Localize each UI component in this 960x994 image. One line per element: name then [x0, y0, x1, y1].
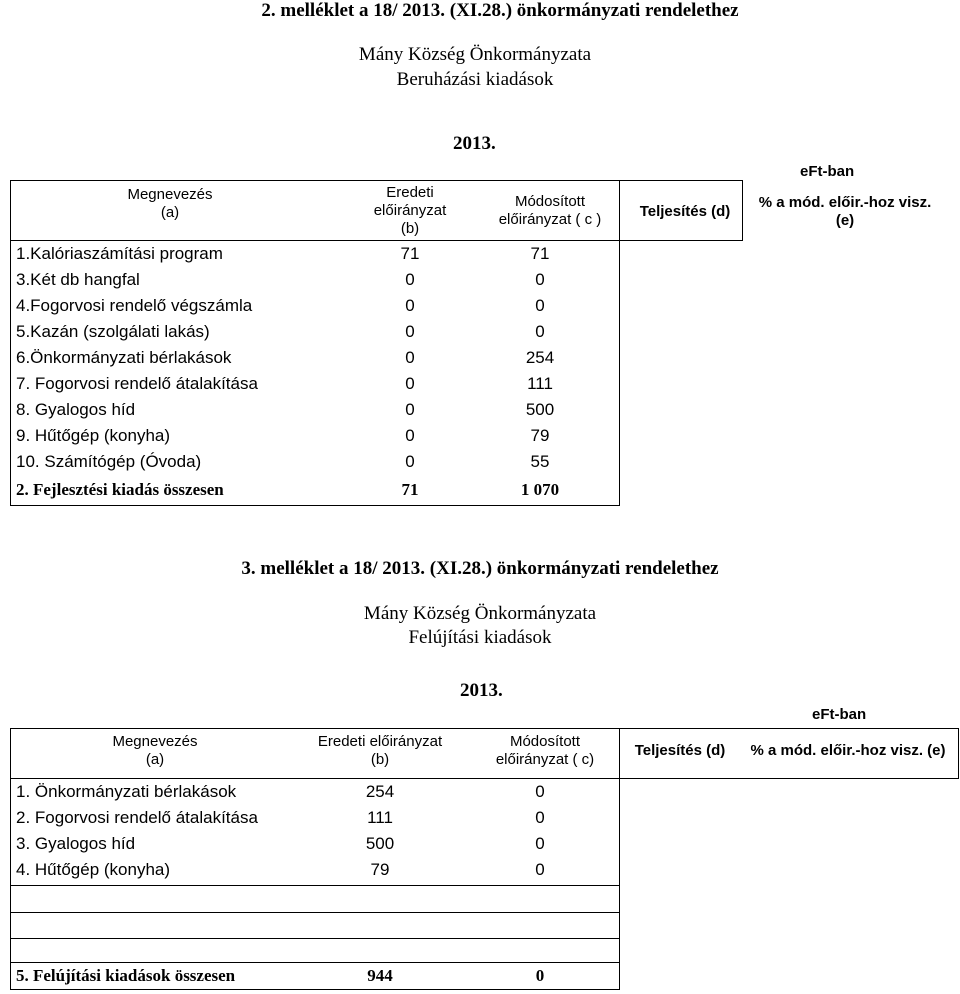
col-header-percent: % a mód. előir.-hoz visz. (e): [750, 742, 946, 759]
total-original: 944: [367, 966, 393, 985]
col-header-performance: Teljesítés (d): [634, 742, 726, 759]
total-name: 2. Fejlesztési kiadás összesen: [16, 480, 224, 499]
row-name: 4. Hűtőgép (konyha): [16, 860, 171, 879]
row-original: 79: [370, 860, 390, 879]
row-original: 0: [405, 322, 415, 341]
total-modified: 0: [535, 966, 545, 985]
year-label: 2013.: [453, 133, 496, 154]
row-original: 0: [405, 400, 415, 419]
row-original: 254: [365, 782, 395, 801]
col-header-modified: Módosított előirányzat ( c ): [498, 193, 602, 228]
row-modified: 79: [530, 426, 550, 445]
row-name: 1.Kalóriaszámítási program: [16, 244, 223, 263]
col-header-original: Eredeti előirányzat (b): [317, 733, 443, 768]
row-original: 0: [405, 296, 415, 315]
row-modified: 0: [535, 296, 545, 315]
col-header-name: Megnevezés (a): [127, 186, 213, 221]
row-modified: 0: [535, 808, 545, 827]
col-header-performance: Teljesítés (d): [639, 203, 731, 220]
row-modified: 0: [535, 322, 545, 341]
unit-label: eFt-ban: [812, 706, 867, 723]
col-header-modified: Módosított előirányzat ( c): [495, 733, 595, 768]
row-name: 4.Fogorvosi rendelő végszámla: [16, 296, 253, 315]
year-label: 2013.: [460, 680, 503, 701]
organization-name: Mány Község Önkormányzata: [358, 44, 592, 65]
total-modified: 1 070: [520, 480, 560, 499]
row-original: 0: [405, 348, 415, 367]
row-original: 0: [405, 426, 415, 445]
attachment-title: 3. melléklet a 18/ 2013. (XI.28.) önkormányzati rendelethez: [241, 558, 719, 579]
row-name: 8. Gyalogos híd: [16, 400, 136, 419]
row-modified: 254: [525, 348, 555, 367]
table-subtitle: Felújítási kiadások: [408, 627, 552, 648]
row-modified: 55: [530, 452, 550, 471]
row-name: 6.Önkormányzati bérlakások: [16, 348, 232, 367]
attachment-title: 2. melléklet a 18/ 2013. (XI.28.) önkormányzati rendelethez: [261, 0, 739, 21]
row-modified: 71: [530, 244, 550, 263]
row-original: 0: [405, 270, 415, 289]
row-name: 2. Fogorvosi rendelő átalakítása: [16, 808, 258, 827]
row-modified: 0: [535, 782, 545, 801]
row-original: 111: [367, 808, 393, 827]
row-original: 71: [400, 244, 420, 263]
unit-label: eFt-ban: [800, 163, 855, 180]
total-name: 5. Felújítási kiadások összesen: [16, 966, 236, 985]
row-name: 3.Két db hangfal: [16, 270, 140, 289]
row-name: 5.Kazán (szolgálati lakás): [16, 322, 210, 341]
row-name: 1. Önkormányzati bérlakások: [16, 782, 237, 801]
row-modified: 0: [535, 834, 545, 853]
row-name: 7. Fogorvosi rendelő átalakítása: [16, 374, 258, 393]
row-modified: 0: [535, 860, 545, 879]
row-modified: 0: [535, 270, 545, 289]
organization-name: Mány Község Önkormányzata: [363, 603, 597, 624]
row-name: 10. Számítógép (Óvoda): [16, 452, 202, 471]
col-header-name: Megnevezés (a): [112, 733, 198, 768]
col-header-original: Eredeti előirányzat (b): [373, 184, 447, 237]
row-original: 500: [365, 834, 395, 853]
row-original: 0: [405, 452, 415, 471]
row-name: 9. Hűtőgép (konyha): [16, 426, 171, 445]
row-modified: 500: [525, 400, 555, 419]
row-modified: 111: [527, 374, 553, 393]
table-subtitle: Beruházási kiadások: [396, 69, 554, 90]
col-header-percent: % a mód. előir.-hoz visz. (e): [758, 194, 932, 229]
row-name: 3. Gyalogos híd: [16, 834, 136, 853]
row-original: 0: [405, 374, 415, 393]
total-original: 71: [401, 480, 419, 499]
